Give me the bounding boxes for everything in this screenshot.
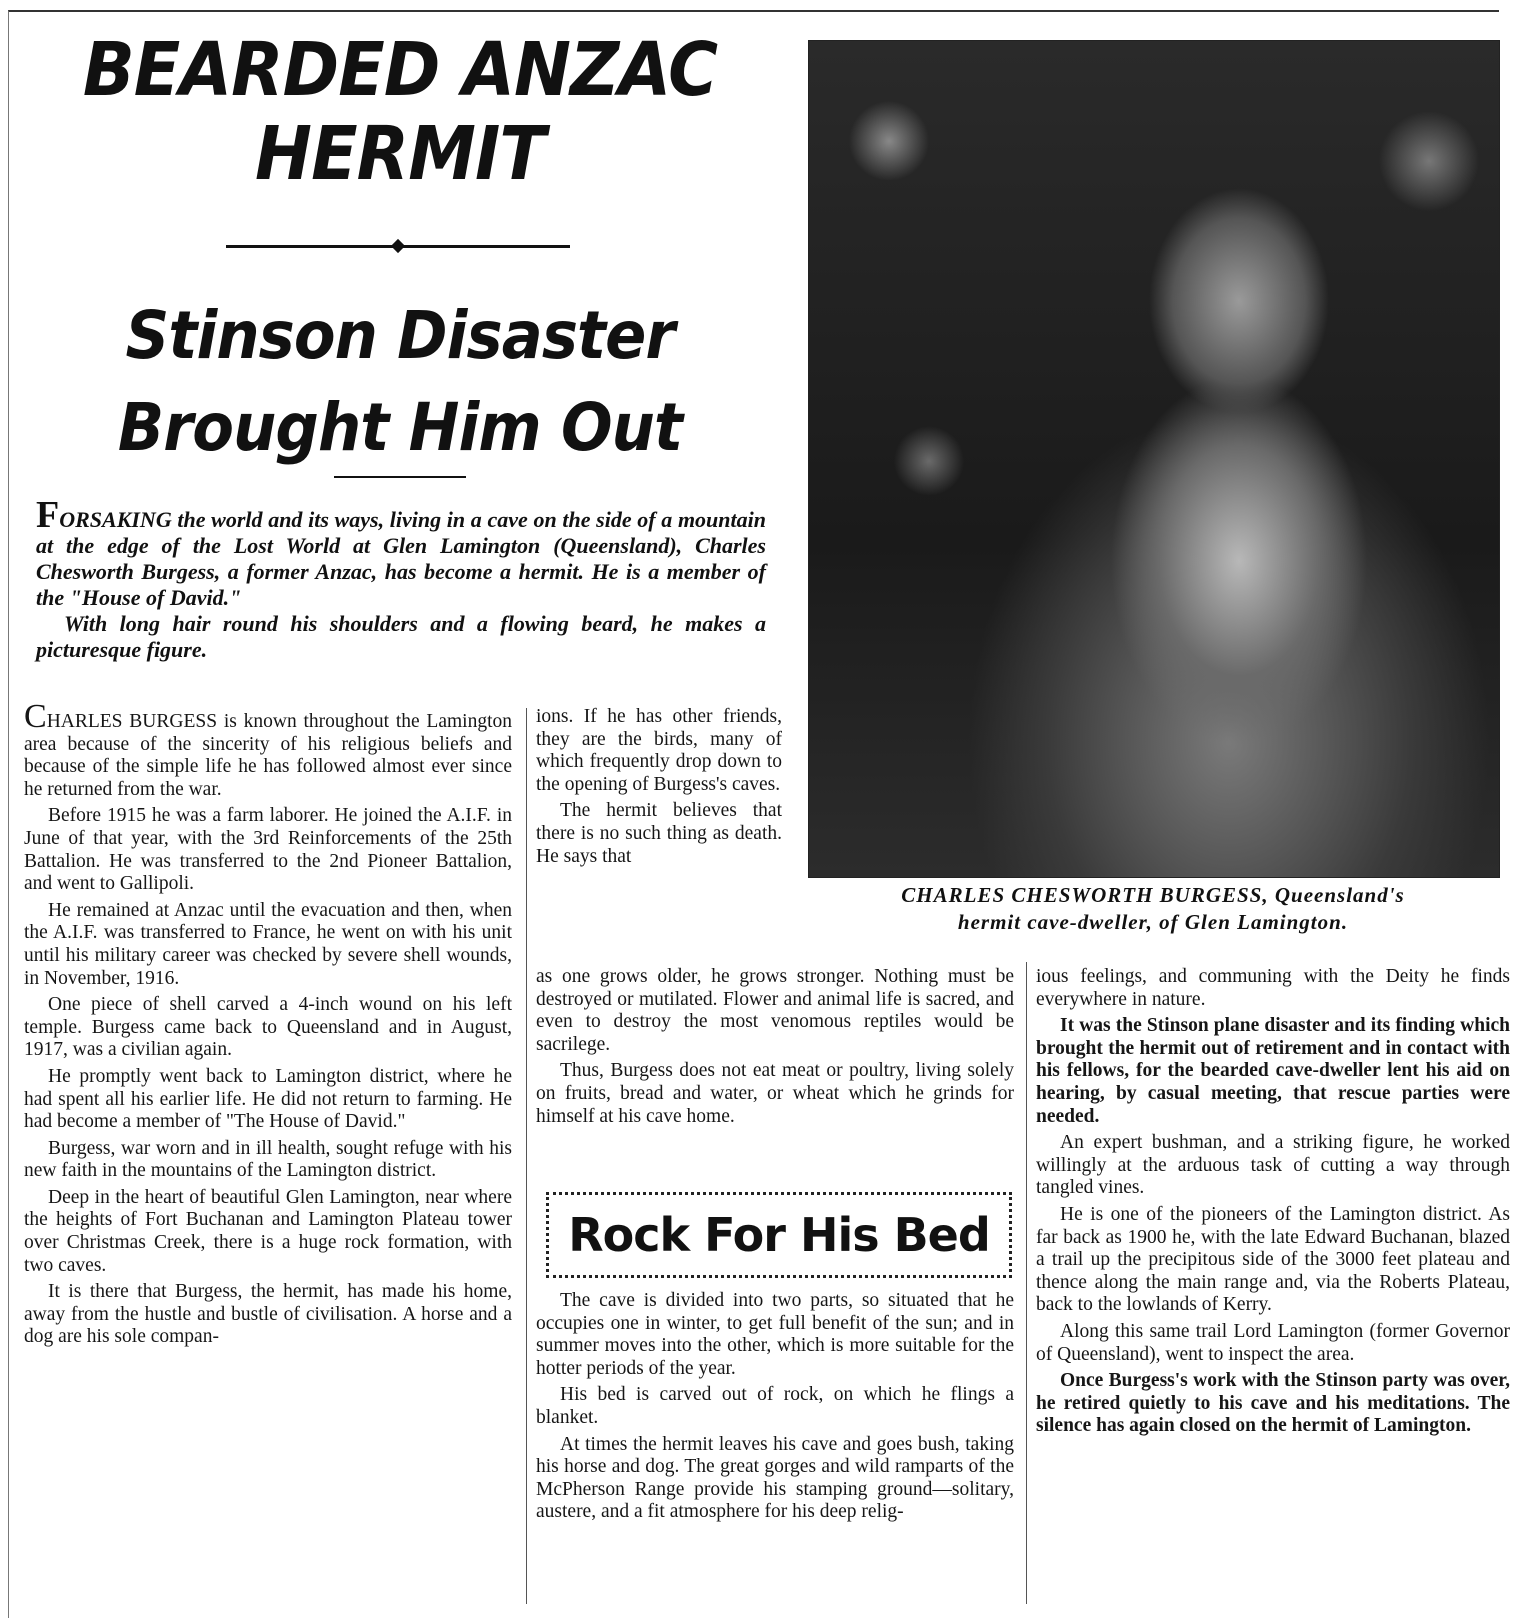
col3-paragraph-4: He is one of the pioneers of the Lamington district. As far back as 1900 he, with the late Edward Buchanan, blazed a trail up the precipitous side of the 3000 feet plateau and thence along the main range and, via the Roberts Plateau, back to the lowlands of Kerry. — [1036, 1203, 1510, 1316]
headline-line-2: HERMIT — [255, 111, 545, 197]
col1-paragraph-3: He remained at Anzac until the evacuation and then, when the A.I.F. was transferred to France, he went on with his unit until his military career was checked by severe shell wounds, in November, 1916. — [24, 899, 512, 989]
sub-headline-line-1: Stinson Disaster — [125, 297, 675, 374]
col1-paragraph-5: He promptly went back to Lamington district, where he had spent all his earlier life. He did not return to farming. He had become a member of "The House of David." — [24, 1065, 512, 1133]
col2-paragraph-5: His bed is carved out of rock, on which he flings a blanket. — [536, 1384, 1014, 1428]
lead-text-2: With long hair round his shoulders and a flowing beard, he makes a picturesque figure. — [36, 611, 766, 662]
col1-paragraph-4: One piece of shell carved a 4-inch wound on his left temple. Burgess came back to Queensland and in August, 1917, was a civilian again. — [24, 994, 512, 1061]
main-headline — [60, 28, 741, 196]
subhead-text: Rock For His Bed — [568, 1208, 990, 1262]
col1-p1-text: is known throughout the Lamington area because of the sincerity of his religious beliefs and because of the simple life he has followed almost ever since he returned from the war. — [24, 711, 512, 800]
photo-caption — [808, 882, 1498, 936]
col1-drop-cap: C — [24, 698, 47, 735]
col2-paragraph-4: The cave is divided into two parts, so situated that he occupies one in winter, to get full benefit of the sun; and in summer moves into the other, which is more suitable for the hotter periods of the year. — [536, 1290, 1014, 1379]
col3-paragraph-2: It was the Stinson plane disaster and its finding which brought the hermit out of retirement and in contact with his fellows, for the bearded cave-dweller lent his aid on hearing, by casual meeting, that rescue parties were needed. — [1036, 1015, 1510, 1127]
col2-paragraph-1: ions. If he has other friends, they are the birds, many of which frequently drop down to the opening of Burgess's caves. — [536, 706, 782, 795]
col1-paragraph-2: Before 1915 he was a farm laborer. He joined the A.I.F. in June of that year, with the 3rd Reinforcements of the 25th Battalion. He was transferred to the 2nd Pioneer Battalion, and went to Gallipoli. — [24, 805, 512, 895]
lead-paragraph — [36, 494, 766, 663]
column-divider-1 — [526, 708, 527, 1604]
lead-drop-cap: F — [36, 494, 60, 536]
col1-paragraph-6: Burgess, war worn and in ill health, sought refuge with his new faith in the mountains of the Lamington district. — [24, 1137, 512, 1182]
caption-line-1: CHARLES CHESWORTH BURGESS, Queensland's — [901, 883, 1405, 907]
col3-paragraph-3: An expert bushman, and a striking figure, he worked willingly at the arduous task of cutting a way through tangled vines. — [1036, 1132, 1510, 1199]
hermit-portrait-photo — [808, 40, 1500, 878]
article-column-3 — [1036, 966, 1510, 1442]
sub-headline-rule — [334, 476, 466, 478]
col1-paragraph-1 — [24, 698, 512, 801]
article-column-2-lower — [536, 966, 1014, 1132]
article-column-2-bottom — [536, 1290, 1014, 1528]
rock-for-his-bed-subhead — [546, 1192, 1012, 1278]
col2-paragraph-2-cont: as one grows older, he grows stronger. Nothing must be destroyed or mutilated. Flower and animal life is sacred, and even to destroy the most venomous reptiles would be sacrilege. — [536, 966, 1014, 1055]
col3-paragraph-1: ious feelings, and communing with the Deity he finds everywhere in nature. — [1036, 966, 1510, 1010]
col2-paragraph-3: Thus, Burgess does not eat meat or poultry, living solely on fruits, bread and water, or wheat which he grinds for himself at his cave home. — [536, 1060, 1014, 1127]
col2-paragraph-2: The hermit believes that there is no such thing as death. He says that — [536, 800, 782, 867]
sub-headline — [60, 290, 741, 474]
col2-paragraph-6: At times the hermit leaves his cave and goes bush, taking his horse and dog. The great gorges and wild ramparts of the McPherson Range provide his stamping ground—solitary, austere, and a fit atmosphere for his deep relig- — [536, 1433, 1014, 1523]
col1-paragraph-7: Deep in the heart of beautiful Glen Lamington, near where the heights of Fort Buchanan and Lamington Plateau tower over Christmas Creek, there is a huge rock formation, with two caves. — [24, 1186, 512, 1276]
col3-paragraph-5: Along this same trail Lord Lamington (former Governor of Queensland), went to inspect the area. — [1036, 1320, 1510, 1365]
article-column-1 — [24, 698, 512, 1353]
headline-line-1: BEARDED ANZAC — [82, 27, 718, 113]
col1-paragraph-8: It is there that Burgess, the hermit, has made his home, away from the hustle and bustle of civilisation. A horse and a dog are his sole compan- — [24, 1281, 512, 1348]
col3-paragraph-6: Once Burgess's work with the Stinson party was over, he retired quietly to his cave and his meditations. The silence has again closed on the hermit of Lamington. — [1036, 1370, 1510, 1437]
sub-headline-line-2: Brought Him Out — [117, 389, 683, 466]
column-divider-2 — [1026, 962, 1027, 1604]
col1-lead-in: HARLES BURGESS — [46, 711, 218, 732]
caption-line-2: hermit cave-dweller, of Glen Lamington. — [957, 910, 1349, 934]
lead-text-1: ORSAKING the world and its ways, living in a cave on the side of a mountain at the edge of the Lost World at Glen Lamington (Queensland), Charles Chesworth Burgess, a former Anzac, has become a hermit. He is a member of the "House of David." — [36, 507, 766, 610]
article-column-2-upper — [536, 706, 782, 872]
